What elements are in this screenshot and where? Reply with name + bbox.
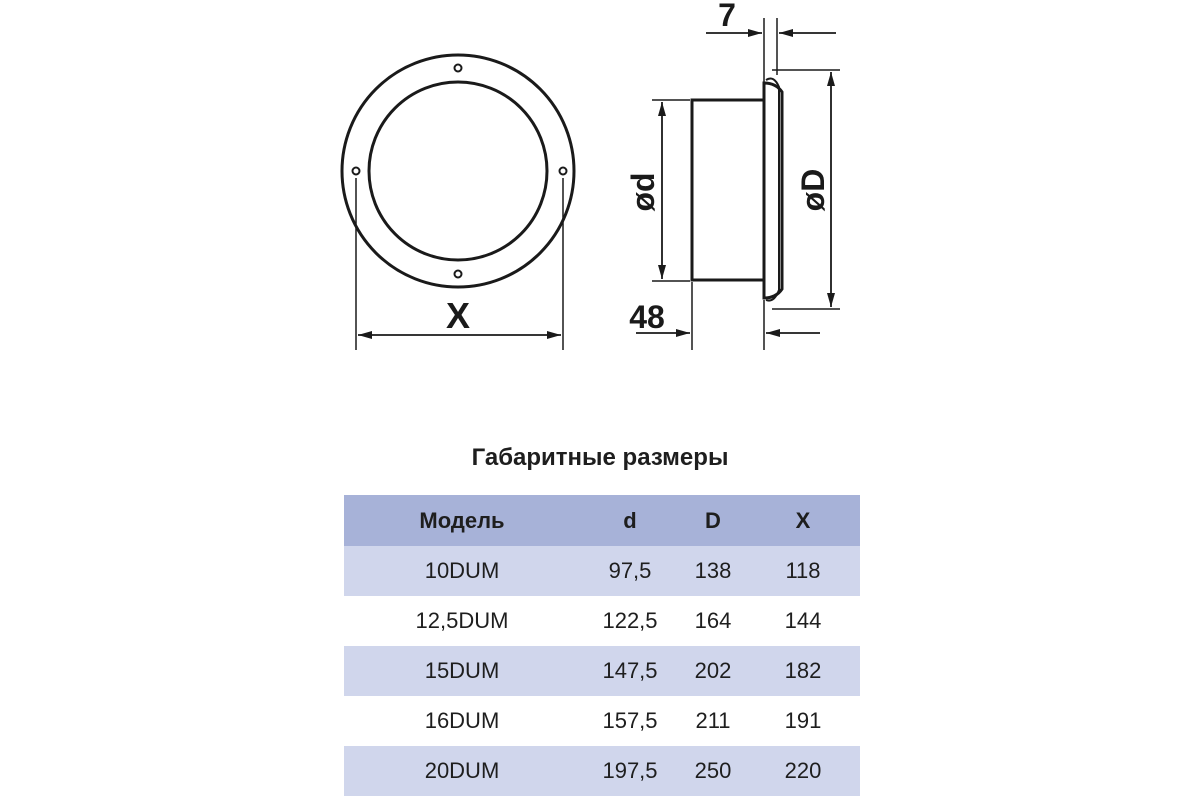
mounting-hole-top xyxy=(455,65,462,72)
cell-D: 164 xyxy=(680,596,746,646)
cell-D: 202 xyxy=(680,646,746,696)
cell-model: 16DUM xyxy=(344,696,580,746)
dimensions-table xyxy=(344,495,860,796)
duct-sleeve xyxy=(692,100,764,280)
header-model: Модель xyxy=(344,495,580,546)
cell-X: 191 xyxy=(746,696,860,746)
cell-X: 182 xyxy=(746,646,860,696)
cell-d: 197,5 xyxy=(580,746,680,796)
table-header-row xyxy=(344,495,860,546)
cell-X: 220 xyxy=(746,746,860,796)
table-row xyxy=(344,746,860,796)
cell-d: 97,5 xyxy=(580,546,680,596)
cell-model: 20DUM xyxy=(344,746,580,796)
outer-flange-circle xyxy=(342,55,574,287)
cell-d: 122,5 xyxy=(580,596,680,646)
header-d: d xyxy=(580,495,680,546)
sleeve-length-label: 48 xyxy=(629,299,665,335)
flange-thickness-label: 7 xyxy=(718,0,736,33)
table-row xyxy=(344,696,860,746)
table-row xyxy=(344,596,860,646)
cell-model: 10DUM xyxy=(344,546,580,596)
cell-d: 147,5 xyxy=(580,646,680,696)
cell-X: 144 xyxy=(746,596,860,646)
header-D: D xyxy=(680,495,746,546)
x-dimension-label: X xyxy=(445,295,471,336)
cell-D: 250 xyxy=(680,746,746,796)
cell-D: 211 xyxy=(680,696,746,746)
inner-duct-circle xyxy=(369,82,547,260)
diameter-large-label: øD xyxy=(795,168,831,212)
table-title: Габаритные размеры xyxy=(471,444,729,471)
cell-d: 157,5 xyxy=(580,696,680,746)
table-row xyxy=(344,546,860,596)
mounting-hole-bottom xyxy=(455,271,462,278)
cell-X: 118 xyxy=(746,546,860,596)
cell-model: 15DUM xyxy=(344,646,580,696)
mounting-hole-right xyxy=(560,168,567,175)
mounting-hole-left xyxy=(353,168,360,175)
table-row xyxy=(344,646,860,696)
header-X: X xyxy=(746,495,860,546)
cell-D: 138 xyxy=(680,546,746,596)
diameter-small-label: ød xyxy=(625,172,661,212)
cell-model: 12,5DUM xyxy=(344,596,580,646)
